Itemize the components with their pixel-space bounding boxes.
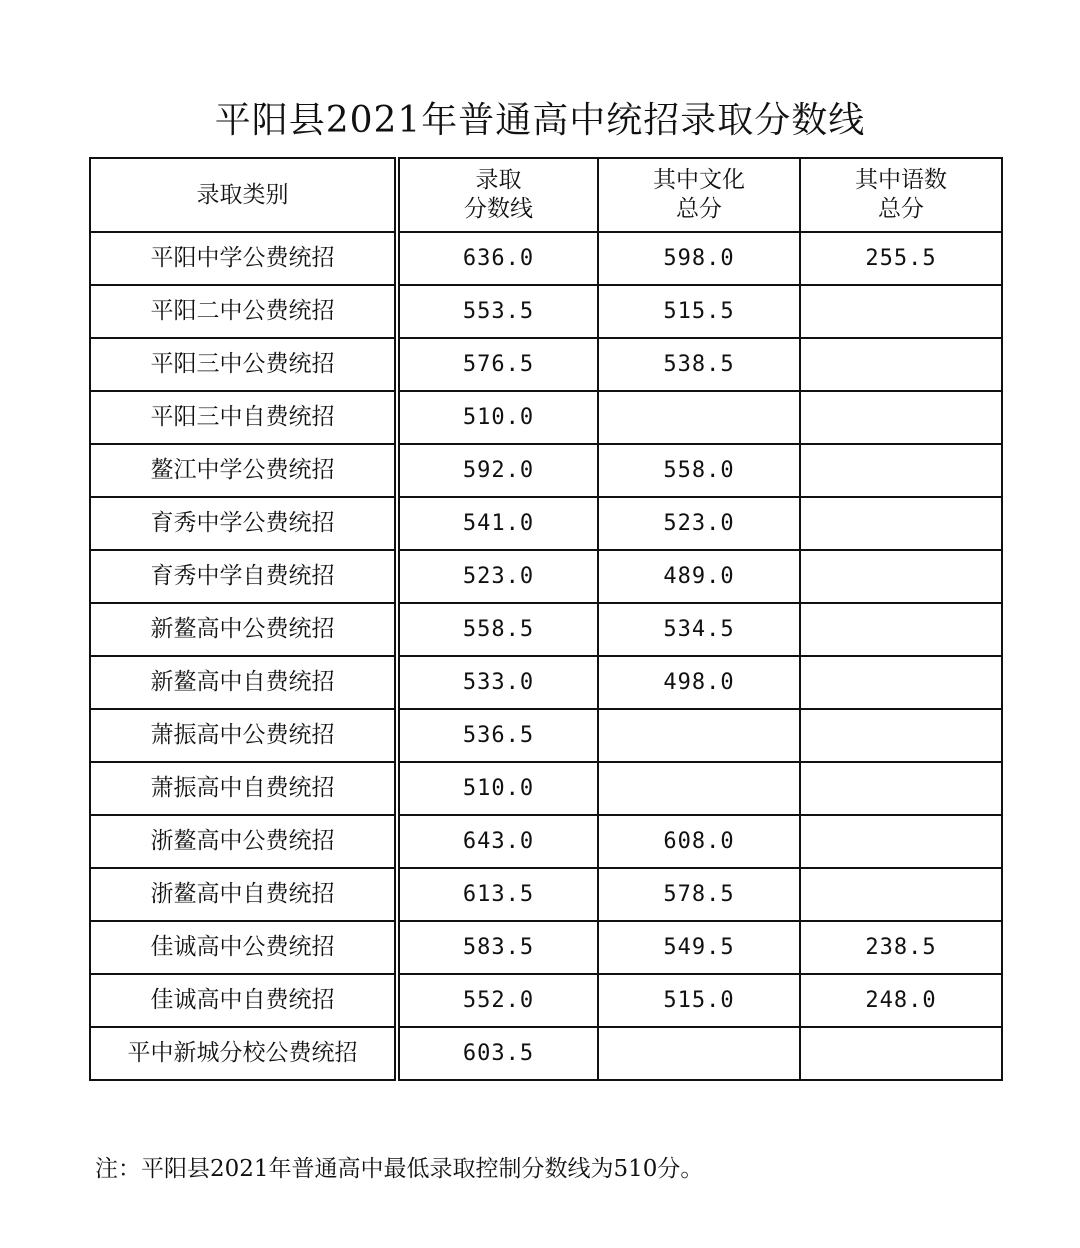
header-label: 分数线 <box>464 196 533 222</box>
culture-total-cell <box>598 391 800 444</box>
header-category <box>90 158 397 232</box>
header-admission-score <box>397 158 598 232</box>
header-label: 其中语数 <box>855 167 947 193</box>
chinese-math-total-cell <box>800 497 1002 550</box>
category-cell: 浙鳌高中自费统招 <box>90 868 397 921</box>
category-cell: 新鳌高中公费统招 <box>90 603 397 656</box>
footnote: 注：平阳县2021年普通高中最低录取控制分数线为510分。 <box>95 1156 704 1182</box>
header-label: 录取类别 <box>196 181 289 208</box>
table-row <box>90 285 1002 338</box>
category-cell: 平中新城分校公费统招 <box>90 1027 397 1080</box>
admission-score-cell: 583.5 <box>397 921 598 974</box>
category-cell: 平阳三中公费统招 <box>90 338 397 391</box>
culture-total-cell: 523.0 <box>598 497 800 550</box>
admission-score-cell: 643.0 <box>397 815 598 868</box>
table-row <box>90 338 1002 391</box>
admission-score-cell: 536.5 <box>397 709 598 762</box>
culture-total-cell: 558.0 <box>598 444 800 497</box>
chinese-math-total-cell: 248.0 <box>800 974 1002 1027</box>
culture-total-cell <box>598 762 800 815</box>
table-row <box>90 815 1002 868</box>
header-label: 总分 <box>676 196 722 222</box>
culture-total-cell <box>598 1027 800 1080</box>
category-cell: 浙鳌高中公费统招 <box>90 815 397 868</box>
header-label: 录取 <box>475 167 522 193</box>
admission-score-cell: 613.5 <box>397 868 598 921</box>
chinese-math-total-cell <box>800 709 1002 762</box>
chinese-math-total-cell <box>800 444 1002 497</box>
culture-total-cell: 578.5 <box>598 868 800 921</box>
table-row <box>90 974 1002 1027</box>
category-cell: 萧振高中公费统招 <box>90 709 397 762</box>
table-body <box>90 232 1002 1080</box>
chinese-math-total-cell <box>800 550 1002 603</box>
chinese-math-total-cell <box>800 868 1002 921</box>
culture-total-cell: 598.0 <box>598 232 800 285</box>
chinese-math-total-cell <box>800 338 1002 391</box>
chinese-math-total-cell <box>800 391 1002 444</box>
table-row <box>90 709 1002 762</box>
category-cell: 佳诚高中自费统招 <box>90 974 397 1027</box>
table-row <box>90 444 1002 497</box>
header-label: 其中文化 <box>653 167 745 193</box>
chinese-math-total-cell <box>800 762 1002 815</box>
chinese-math-total-cell <box>800 815 1002 868</box>
culture-total-cell: 515.5 <box>598 285 800 338</box>
table-row <box>90 762 1002 815</box>
category-cell: 平阳三中自费统招 <box>90 391 397 444</box>
admission-score-cell: 553.5 <box>397 285 598 338</box>
culture-total-cell: 608.0 <box>598 815 800 868</box>
table-row <box>90 868 1002 921</box>
category-cell: 育秀中学自费统招 <box>90 550 397 603</box>
admission-score-cell: 576.5 <box>397 338 598 391</box>
category-cell: 平阳中学公费统招 <box>90 232 397 285</box>
chinese-math-total-cell <box>800 285 1002 338</box>
chinese-math-total-cell <box>800 603 1002 656</box>
header-label: 总分 <box>878 196 924 222</box>
category-cell: 佳诚高中公费统招 <box>90 921 397 974</box>
category-cell: 鳌江中学公费统招 <box>90 444 397 497</box>
category-cell: 育秀中学公费统招 <box>90 497 397 550</box>
header-culture-total <box>598 158 800 232</box>
admission-score-cell: 510.0 <box>397 391 598 444</box>
admission-score-cell: 636.0 <box>397 232 598 285</box>
culture-total-cell: 498.0 <box>598 656 800 709</box>
culture-total-cell: 538.5 <box>598 338 800 391</box>
table-row <box>90 391 1002 444</box>
culture-total-cell: 515.0 <box>598 974 800 1027</box>
table-row <box>90 497 1002 550</box>
chinese-math-total-cell: 255.5 <box>800 232 1002 285</box>
admission-score-cell: 552.0 <box>397 974 598 1027</box>
page-title: 平阳县2021年普通高中统招录取分数线 <box>214 100 866 141</box>
chinese-math-total-cell <box>800 1027 1002 1080</box>
admission-score-cell: 523.0 <box>397 550 598 603</box>
chinese-math-total-cell: 238.5 <box>800 921 1002 974</box>
table-row <box>90 603 1002 656</box>
score-table <box>89 157 1003 1081</box>
admission-score-cell: 558.5 <box>397 603 598 656</box>
table-row <box>90 232 1002 285</box>
culture-total-cell: 534.5 <box>598 603 800 656</box>
header-chinese-math-total <box>800 158 1002 232</box>
admission-score-cell: 541.0 <box>397 497 598 550</box>
chinese-math-total-cell <box>800 656 1002 709</box>
table-row <box>90 921 1002 974</box>
category-cell: 萧振高中自费统招 <box>90 762 397 815</box>
admission-score-cell: 603.5 <box>397 1027 598 1080</box>
culture-total-cell: 549.5 <box>598 921 800 974</box>
table-row <box>90 550 1002 603</box>
table-row <box>90 656 1002 709</box>
table-row <box>90 1027 1002 1080</box>
admission-score-cell: 510.0 <box>397 762 598 815</box>
admission-score-cell: 592.0 <box>397 444 598 497</box>
culture-total-cell: 489.0 <box>598 550 800 603</box>
category-cell: 平阳二中公费统招 <box>90 285 397 338</box>
admission-score-cell: 533.0 <box>397 656 598 709</box>
culture-total-cell <box>598 709 800 762</box>
table-header-row <box>90 158 1002 232</box>
category-cell: 新鳌高中自费统招 <box>90 656 397 709</box>
